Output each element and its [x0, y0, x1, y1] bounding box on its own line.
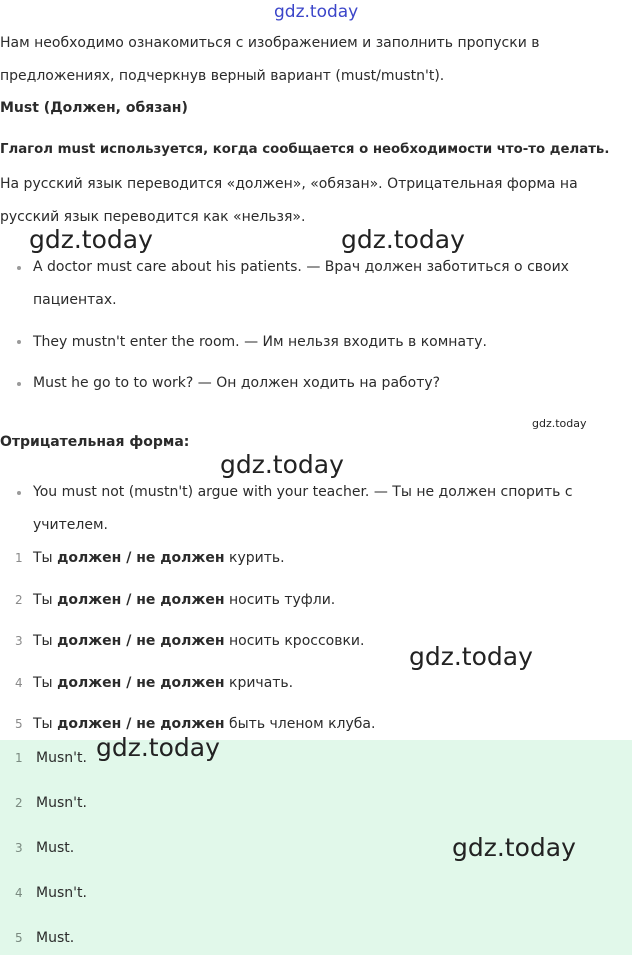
answer-4: Musn't.	[36, 885, 87, 901]
exercise-pre: Ты	[33, 675, 58, 691]
rule-bold-line: Глагол must используется, когда сообщается о необходимости что-то делать.	[0, 142, 610, 157]
exercise-number: 5	[15, 717, 23, 731]
exercise-choice: должен / не должен	[57, 633, 225, 649]
answer-number: 5	[15, 931, 23, 945]
answer-5: Must.	[36, 930, 75, 946]
exercise-post: курить.	[224, 550, 285, 566]
watermark-6: gdz.today	[452, 833, 576, 862]
watermark-2: gdz.today	[341, 225, 465, 254]
exercise-number: 3	[15, 634, 23, 648]
exercise-post: кричать.	[224, 675, 294, 691]
negative-example-line-1: You must not (mustn't) argue with your teacher. — Ты не должен спорить с	[33, 484, 573, 500]
exercise-post: быть членом клуба.	[224, 716, 376, 732]
example-1-line-1: A doctor must care about his patients. — Врач должен заботиться о своих	[33, 259, 569, 275]
exercise-choice: должен / не должен	[57, 716, 225, 732]
example-1-line-2: пациентах.	[33, 292, 117, 308]
exercise-item-1	[33, 550, 285, 566]
watermark-small: gdz.today	[532, 417, 587, 430]
exercise-number: 1	[15, 551, 23, 565]
rule-line-3: русский язык переводится как «нельзя».	[0, 209, 306, 225]
intro-line-2: предложениях, подчеркнув верный вариант (must/mustn't).	[0, 68, 445, 84]
exercise-post: носить туфли.	[224, 592, 336, 608]
answer-number: 4	[15, 886, 23, 900]
watermark-5: gdz.today	[96, 733, 220, 762]
exercise-item-3	[33, 633, 364, 649]
answer-3: Must.	[36, 840, 75, 856]
exercise-number: 4	[15, 676, 23, 690]
exercise-choice: должен / не должен	[57, 550, 225, 566]
exercise-choice: должен / не должен	[57, 675, 225, 691]
exercise-number: 2	[15, 593, 23, 607]
exercise-item-5	[33, 716, 375, 732]
answer-number: 2	[15, 796, 23, 810]
exercise-pre: Ты	[33, 716, 58, 732]
rule-line-2: На русский язык переводится «должен», «обязан». Отрицательная форма на	[0, 176, 578, 192]
bullet-dot	[17, 266, 21, 270]
must-heading: Must (Должен, обязан)	[0, 100, 188, 116]
watermark-4: gdz.today	[409, 642, 533, 671]
answer-1: Musn't.	[36, 750, 87, 766]
exercise-pre: Ты	[33, 592, 58, 608]
answer-number: 3	[15, 841, 23, 855]
answer-number: 1	[15, 751, 23, 765]
exercise-item-4	[33, 675, 293, 691]
watermark-top: gdz.today	[274, 2, 359, 22]
exercise-post: носить кроссовки.	[224, 633, 365, 649]
example-2: They mustn't enter the room. — Им нельзя входить в комнату.	[33, 334, 487, 350]
intro-line-1: Нам необходимо ознакомиться с изображением и заполнить пропуски в	[0, 35, 540, 51]
exercise-item-2	[33, 592, 335, 608]
bullet-dot	[17, 340, 21, 344]
watermark-3: gdz.today	[220, 450, 344, 479]
negative-heading: Отрицательная форма:	[0, 434, 190, 450]
exercise-choice: должен / не должен	[57, 592, 225, 608]
watermark-1: gdz.today	[29, 225, 153, 254]
negative-example-line-2: учителем.	[33, 517, 108, 533]
exercise-pre: Ты	[33, 633, 58, 649]
bullet-dot	[17, 382, 21, 386]
exercise-pre: Ты	[33, 550, 58, 566]
bullet-dot	[17, 491, 21, 495]
example-3: Must he go to to work? — Он должен ходить на работу?	[33, 375, 441, 391]
answer-2: Musn't.	[36, 795, 87, 811]
